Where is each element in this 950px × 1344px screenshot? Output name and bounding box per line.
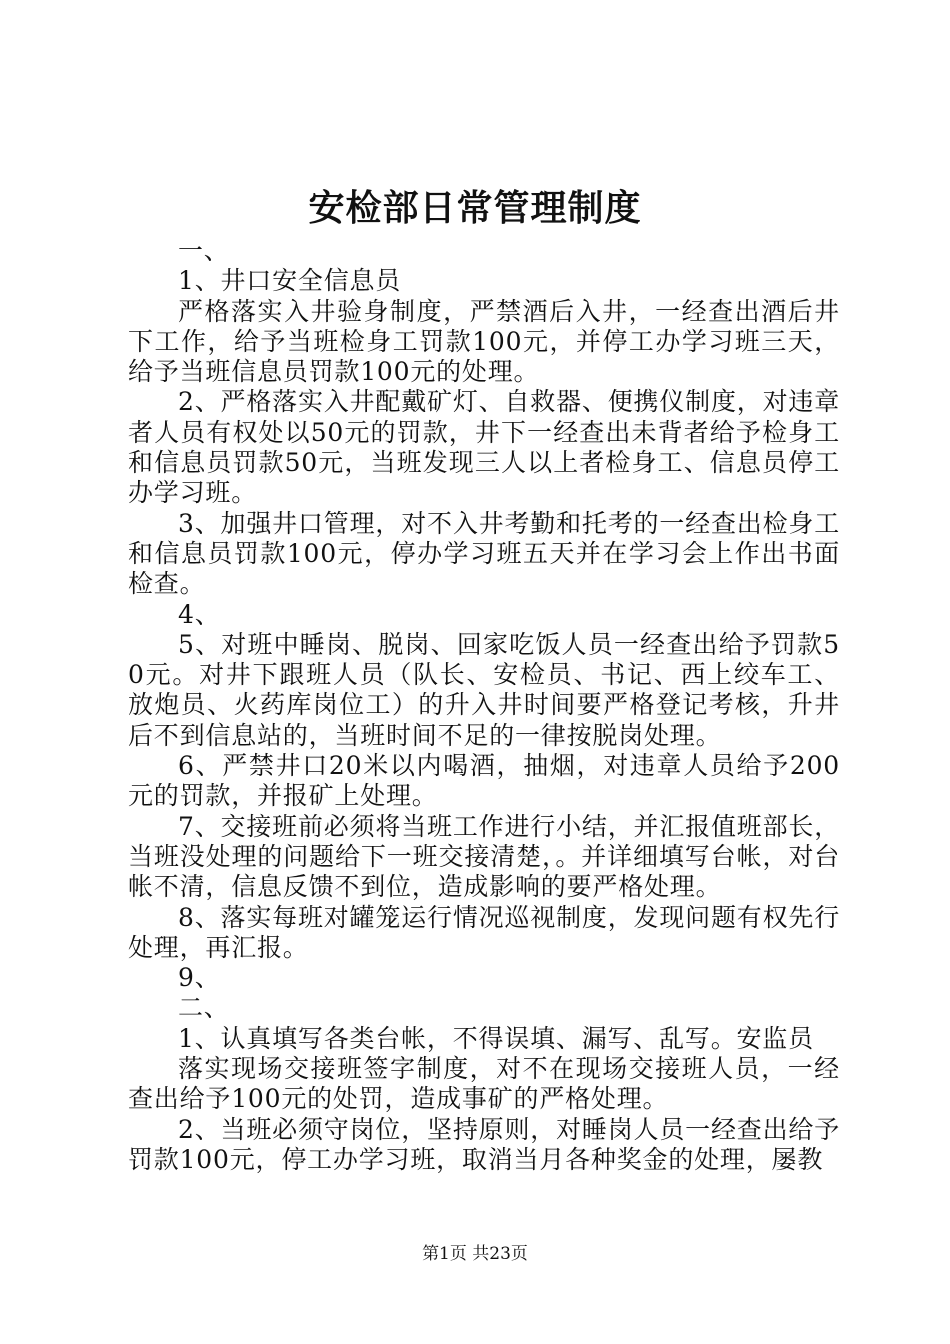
paragraph: 1、井口安全信息员 [178, 266, 402, 296]
page-number-footer: 第1页 共23页 [422, 1244, 528, 1264]
paragraph: 3、加强井口管理，对不入井考勤和托考的一经查出检身工和信息员罚款100元，停办学习班五天并在学习会上作出书面检查。 [128, 508, 840, 599]
paragraph: 8、落实每班对罐笼运行情况巡视制度，发现问题有权先行处理，再汇报。 [128, 902, 840, 962]
paragraph: 落实现场交接班签字制度，对不在现场交接班人员，一经查出给予100元的处罚，造成事矿的严格处理。 [128, 1054, 840, 1114]
section-heading-2: 二、 [178, 993, 230, 1023]
document-title: 安检部日常管理制度 [308, 187, 642, 229]
section-heading-1: 一、 [178, 236, 230, 265]
paragraph: 6、严禁井口20米以内喝酒，抽烟，对违章人员给予200元的罚款，并报矿上处理。 [128, 751, 840, 811]
paragraph: 7、交接班前必须将当班工作进行小结，并汇报值班部长，当班没处理的问题给下一班交接清楚，。并详细填写台帐，对台帐不清，信息反馈不到位，造成影响的要严格处理。 [128, 811, 840, 902]
paragraph: 2、严格落实入井配戴矿灯、自救器、便携仪制度，对违章者人员有权处以50元的罚款，井下一经查出未背者给予检身工和信息员罚款50元，当班发现三人以上者检身工、信息员停工办学习班。 [128, 387, 840, 508]
paragraph: 严格落实入井验身制度，严禁酒后入井，一经查出酒后井下工作，给予当班检身工罚款100元，并停工办学习班三天，给予当班信息员罚款100元的处理。 [128, 296, 840, 387]
document-body [128, 236, 840, 1175]
paragraph: 9、 [178, 963, 221, 993]
paragraph: 1、认真填写各类台帐，不得误填、漏写、乱写。安监员 [178, 1023, 814, 1053]
paragraph: 4、 [178, 599, 221, 629]
paragraph: 5、对班中睡岗、脱岗、回家吃饭人员一经查出给予罚款50元。对井下跟班人员（队长、安检员、书记、西上绞车工、放炮员、火药库岗位工）的升入井时间要严格登记考核，升井后不到信息站的，当班时间不足的一律按脱岗处理。 [128, 629, 840, 750]
paragraph: 2、当班必须守岗位，坚持原则，对睡岗人员一经查出给予罚款100元，停工办学习班，取消当月各种奖金的处理，屡教 [128, 1114, 840, 1174]
